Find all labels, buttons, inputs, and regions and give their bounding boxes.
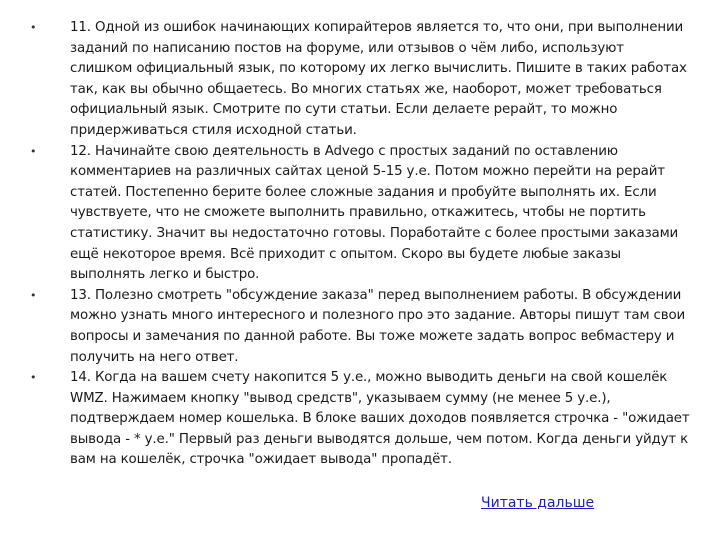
item-number: 12.	[70, 143, 95, 159]
list-item-12	[30, 142, 690, 286]
item-number: 11.	[70, 20, 95, 35]
item-number: 13.	[70, 287, 95, 303]
item-text: Полезно смотреть "обсуждение заказа" перед выполнением работы. В обсуждении можно узнать много интересного и полезного про это задание. Авторы пишут там свои вопросы и замечания по данной работе. Вы тоже можете задать вопрос вебмастеру и получить на него ответ.	[70, 287, 686, 365]
bullet-icon: •	[30, 371, 37, 385]
item-text: Одной из ошибок начинающих копирайтеров является то, что они, при выполнении заданий по написанию постов на форуме, или отзывов о чём либо, используют слишком официальный язык, по которому их легко вычислить. Пишите в таких работах так, как вы обычно общаетесь. Во многих статьях же, наоборот, может требоваться официальный язык. Смотрите по сути статьи. Если делаете рерайт, то можно придерживаться стиля исходной статьи.	[70, 20, 687, 138]
tips-list	[30, 18, 690, 471]
item-text: Когда на вашем счету накопится 5 у.е., можно выводить деньги на свой кошелёк WMZ. Нажимаем кнопку "вывод средств", указываем сумму (не менее 5 у.е.), подтверждаем номер кошелька. В блоке ваших доходов появляется строчка - "ожидает вывода - * у.е." Первый раз деньги выводятся дольше, чем потом. Когда деньги уйдут к вам на кошелёк, строчка "ожидает вывода" пропадёт.	[70, 370, 690, 468]
bullet-icon: •	[30, 21, 37, 34]
bullet-icon: •	[30, 144, 37, 158]
bullet-icon: •	[30, 288, 37, 302]
read-more-link[interactable]: Читать дальше	[481, 495, 595, 511]
item-text: Начинайте свою деятельность в Advego с простых заданий по оставлению комментариев на различных сайтах ценой 5-15 у.е. Потом можно перейти на рерайт статей. Постепенно берите более сложные задания и пробуйте выполнять их. Если чувствуете, что не сможете выполнить правильно, откажитесь, чтобы не портить статистику. Значит вы недостаточно готовы. Поработайте с более простыми заказами ещё некоторое время. Всё приходит с опытом. Скоро вы будете любые заказы выполнять легко и быстро.	[70, 143, 679, 283]
item-number: 14.	[70, 370, 95, 386]
list-item-13	[30, 286, 690, 368]
list-item-14	[30, 368, 690, 471]
list-item-11	[30, 18, 690, 142]
